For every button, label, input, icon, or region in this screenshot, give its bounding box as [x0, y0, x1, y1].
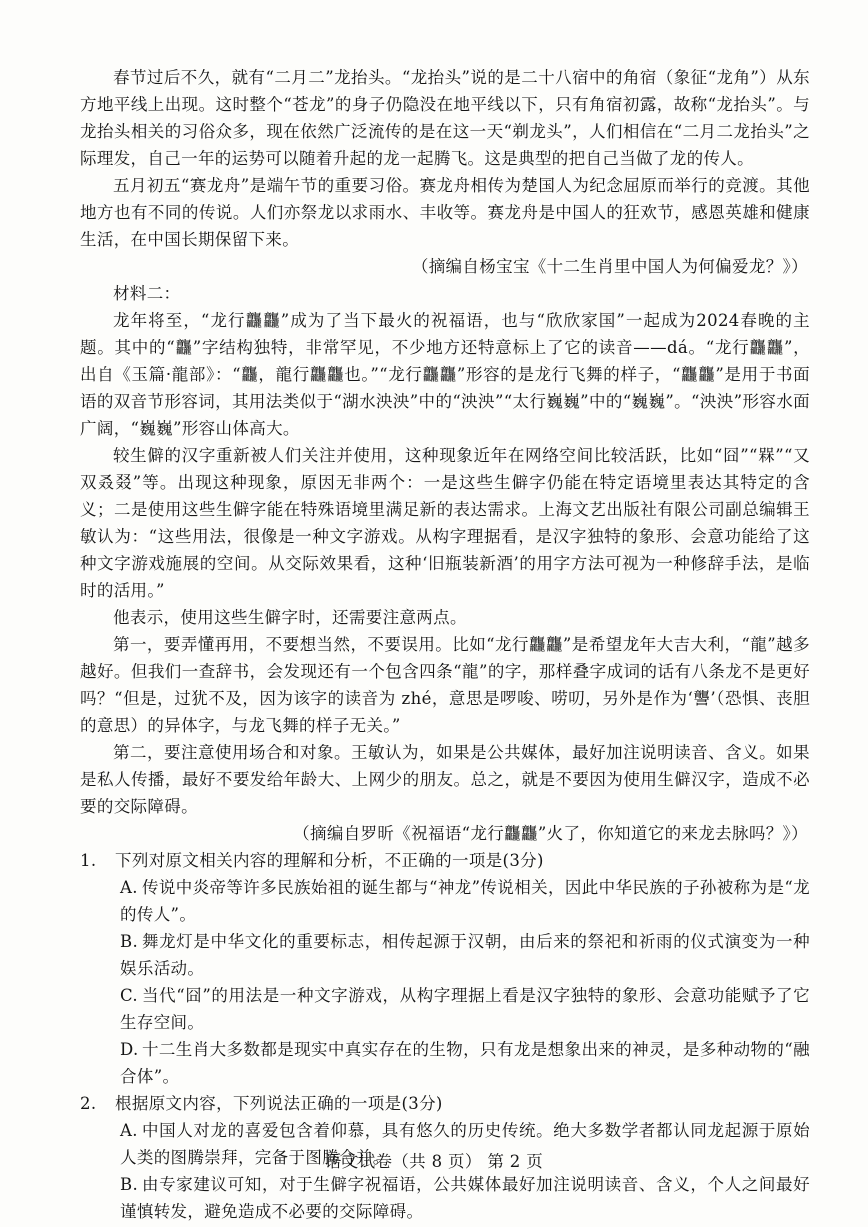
source-citation: （摘编自罗昕《祝福语“龙行龘龘”火了，你知道它的来龙去脉吗？》）	[293, 824, 808, 843]
page-footer: 语文试卷（共 8 页） 第 2 页	[324, 1152, 544, 1171]
question-number: 2.	[80, 1094, 97, 1113]
passage-paragraph: 较生僻的汉字重新被人们关注并使用，这种现象近年在网络空间比较活跃，比如“囧”“槑”“又双叒叕”等。出现这种现象，原因无非两个：一是这些生僻字仍能在特定语境里表达其特定的含义；二是使用这些生僻字能在特殊语境里满足新的表达需求。上海文艺出版社有限公司副总编辑王敏认为：“这些用法，很像是一种文字游戏。从构字理据看，是汉字独特的象形、会意功能给了这种文字游戏施展的空间。从交际效果看，这种‘旧瓶装新酒’的用字方法可视为一种修辞手法，是临时的活用。”	[80, 446, 810, 600]
option-text: 舞龙灯是中华文化的重要标志，相传起源于汉朝，由后来的祭祀和祈雨的仪式演变为一种娱乐活动。	[120, 932, 810, 978]
passage-paragraph: 龙年将至，“龙行龘龘”成为了当下最火的祝福语，也与“欣欣家国”一起成为2024春晚的主题。其中的“龘”字结构独特，非常罕见，不少地方还特意标上了它的读音——dá。“龙行龘龘”，出自《玉篇·龍部》：“龘，龍行龘龘也。”“龙行龘龘”形容的是龙行飞舞的样子，“龘龘”是用于书面语的双音节形容词，其用法类似于“湖水泱泱”中的“泱泱”“太行巍巍”中的“巍巍”。“泱泱”形容水面广阔，“巍巍”形容山体高大。	[80, 311, 810, 438]
option-letter: B.	[120, 932, 139, 951]
option-b	[80, 1171, 810, 1225]
question-stem	[80, 847, 810, 874]
option-c	[80, 982, 810, 1036]
option-text: 由专家建议可知，对于生僻字祝福语，公共媒体最好加注说明读音、含义，个人之间最好谨慎转发，避免造成不必要的交际障碍。	[120, 1175, 810, 1221]
option-letter: C.	[120, 986, 138, 1005]
option-text: 十二生肖大多数都是现实中真实存在的生物，只有龙是想象出来的神灵，是多种动物的“融合体”。	[120, 1040, 810, 1086]
option-b	[80, 928, 810, 982]
option-letter: B.	[120, 1175, 139, 1194]
option-text: 传说中炎帝等许多民族始祖的诞生都与“神龙”传说相关，因此中华民族的子孙被称为是“龙的传人”。	[120, 878, 810, 924]
page-content	[80, 64, 810, 1225]
question-text: 根据原文内容，下列说法正确的一项是(3分)	[115, 1094, 443, 1113]
option-letter: A.	[120, 1121, 138, 1140]
passage-paragraph: 五月初五“赛龙舟”是端午节的重要习俗。赛龙舟相传为楚国人为纪念屈原而举行的竞渡。其他地方也有不同的传说。人们亦祭龙以求雨水、丰收等。赛龙舟是中国人的狂欢节，感恩英雄和健康生活，在中国长期保留下来。	[80, 176, 810, 249]
option-d	[80, 1036, 810, 1090]
option-letter: A.	[120, 878, 138, 897]
question-text: 下列对原文相关内容的理解和分析，不正确的一项是(3分)	[115, 851, 544, 870]
material-label: 材料二：	[113, 284, 181, 303]
option-a	[80, 874, 810, 928]
question-stem	[80, 1090, 810, 1117]
option-text: 中国人对龙的喜爱包含着仰慕，具有悠久的历史传统。绝大多数学者都认同龙起源于原始人类的图腾崇拜，完备于图腾合并。	[120, 1121, 810, 1167]
source-citation: （摘编自杨宝宝《十二生肖里中国人为何偏爱龙？》）	[411, 257, 808, 276]
option-text: 当代“囧”的用法是一种文字游戏，从构字理据上看是汉字独特的象形、会意功能赋予了它生存空间。	[120, 986, 810, 1032]
question-1	[80, 847, 810, 1090]
option-letter: D.	[120, 1040, 139, 1059]
passage-paragraph: 春节过后不久，就有“二月二”龙抬头。“龙抬头”说的是二十八宿中的角宿（象征“龙角”）从东方地平线上出现。这时整个“苍龙”的身子仍隐没在地平线以下，只有角宿初露，故称“龙抬头”。与龙抬头相关的习俗众多，现在依然广泛流传的是在这一天“剃龙头”，人们相信在“二月二龙抬头”之际理发，自己一年的运势可以随着升起的龙一起腾飞。这是典型的把自己当做了龙的传人。	[80, 68, 810, 168]
passage-paragraph: 他表示，使用这些生僻字时，还需要注意两点。	[113, 608, 467, 627]
passage-paragraph: 第一，要弄懂再用，不要想当然，不要误用。比如“龙行龘龘”是希望龙年大吉大利，“龍”越多越好。但我们一查辞书，会发现还有一个包含四条“龍”的字，那样叠字成词的话有八条龙不是更好吗？“但是，过犹不及，因为该字的读音为 zhé，意思是啰唆、唠叨，另外是作为‘讋’（恐惧、丧胆的意思）的异体字，与龙飞舞的样子无关。”	[80, 635, 810, 735]
question-number: 1.	[80, 851, 97, 870]
passage-paragraph: 第二，要注意使用场合和对象。王敏认为，如果是公共媒体，最好加注说明读音、含义。如果是私人传播，最好不要发给年龄大、上网少的朋友。总之，就是不要因为使用生僻汉字，造成不必要的交际障碍。	[80, 743, 810, 816]
